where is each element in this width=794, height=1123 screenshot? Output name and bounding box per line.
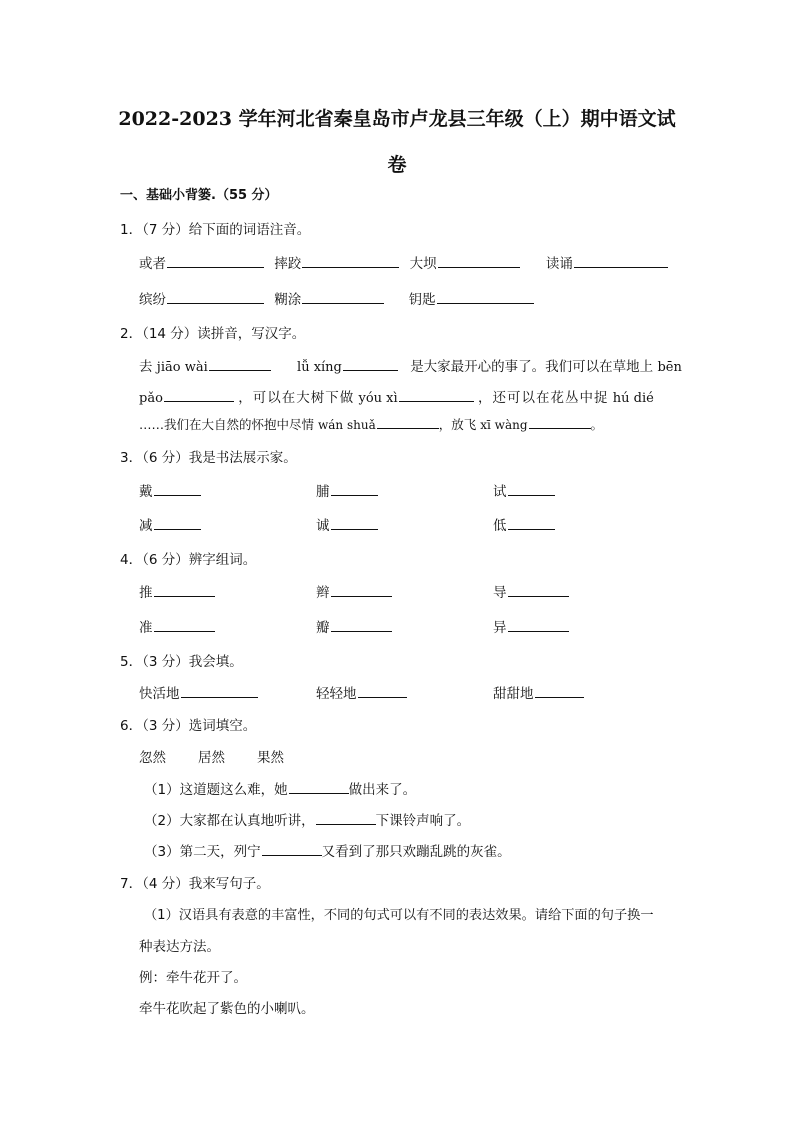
answer-blank[interactable] xyxy=(154,515,201,530)
answer-blank[interactable] xyxy=(437,289,534,304)
text: 去 xyxy=(139,359,153,375)
q4-item: 辫 xyxy=(316,581,392,601)
answer-blank[interactable] xyxy=(508,515,555,530)
text: ，放飞 xyxy=(438,417,477,432)
pinyin: lǚ xíng xyxy=(297,360,342,375)
text: ，可以在大树下做 xyxy=(238,390,355,406)
pinyin: bēn xyxy=(657,360,682,375)
answer-blank[interactable] xyxy=(399,387,474,402)
q6-options xyxy=(139,746,284,766)
exam-title-line1: 2022-2023 学年河北省秦皇岛市卢龙县三年级（上）期中语文试 xyxy=(118,108,676,130)
q5-item: 轻轻地 xyxy=(316,682,407,702)
answer-blank[interactable] xyxy=(167,253,264,268)
q4-item: 推 xyxy=(139,581,215,601)
answer-blank[interactable] xyxy=(331,515,378,530)
answer-blank[interactable] xyxy=(302,253,399,268)
pinyin: yóu xì xyxy=(358,391,398,406)
answer-blank[interactable] xyxy=(535,683,584,698)
q3-stem: 3．（6 分）我是书法展示家。 xyxy=(120,450,297,466)
q1-word: 摔跤 xyxy=(274,256,302,272)
answer-blank[interactable] xyxy=(438,253,520,268)
section-heading: 一、基础小背篓.（55 分） xyxy=(120,188,278,203)
q3-item: 减 xyxy=(139,514,201,534)
q4-item: 异 xyxy=(493,616,569,636)
pinyin: jiāo wài xyxy=(156,360,208,375)
answer-blank[interactable] xyxy=(154,617,215,632)
answer-blank[interactable] xyxy=(331,481,378,496)
q5-item: 甜甜地 xyxy=(493,682,584,702)
q6-option: 果然 xyxy=(257,750,284,766)
pinyin: xī wàng xyxy=(480,418,528,432)
q2-line3 xyxy=(139,414,603,433)
q5-item: 快活地 xyxy=(139,682,258,702)
answer-blank[interactable] xyxy=(167,289,264,304)
q1-stem: 1．（7 分）给下面的词语注音。 xyxy=(120,222,311,238)
q4-item: 准 xyxy=(139,616,215,636)
answer-blank[interactable] xyxy=(574,253,668,268)
answer-blank[interactable] xyxy=(154,481,201,496)
q7-stem: 7．（4 分）我来写句子。 xyxy=(120,876,270,892)
answer-blank[interactable] xyxy=(154,582,215,597)
text: ……我们在大自然的怀抱中尽情 xyxy=(139,417,315,432)
q6-sentence-1: （1）这道题这么难，她 做出来了。 xyxy=(144,778,416,798)
q1-row1 xyxy=(139,252,668,272)
q1-row2 xyxy=(139,288,534,308)
answer-blank[interactable] xyxy=(164,387,234,402)
answer-blank[interactable] xyxy=(181,683,258,698)
pinyin: pǎo xyxy=(139,391,163,406)
pinyin: wán shuǎ xyxy=(318,418,376,432)
q7-example: 例：牵牛花开了。 xyxy=(139,970,247,986)
q2-line2 xyxy=(139,386,654,406)
answer-blank[interactable] xyxy=(508,481,555,496)
q7-example-answer: 牵牛花吹起了紫色的小喇叭。 xyxy=(139,1001,315,1017)
answer-blank[interactable] xyxy=(508,617,569,632)
text: ，还可以在花丛中捉 xyxy=(477,390,609,406)
q6-option: 居然 xyxy=(198,750,225,766)
q5-stem: 5．（3 分）我会填。 xyxy=(120,654,243,670)
q1-word: 钥匙 xyxy=(408,292,436,308)
q6-sentence-2: （2）大家都在认真地听讲， 下课铃声响了。 xyxy=(144,809,470,829)
text: 。 xyxy=(590,417,604,432)
q1-word: 或者 xyxy=(139,256,166,272)
q3-item: 低 xyxy=(493,514,555,534)
q6-sentence-3: （3）第二天，列宁 又看到了那只欢蹦乱跳的灰雀。 xyxy=(144,840,511,860)
answer-blank[interactable] xyxy=(302,289,384,304)
answer-blank[interactable] xyxy=(343,356,398,371)
q3-item: 戴 xyxy=(139,480,201,500)
pinyin: hú dié xyxy=(612,391,654,406)
q3-item: 脯 xyxy=(316,480,378,500)
answer-blank[interactable] xyxy=(316,810,376,825)
answer-blank[interactable] xyxy=(529,414,591,429)
q3-item: 试 xyxy=(493,480,555,500)
answer-blank[interactable] xyxy=(508,582,569,597)
q7-prompt-line1: （1）汉语具有表意的丰富性，不同的句式可以有不同的表达效果。请给下面的句子换一 xyxy=(144,908,654,923)
q1-word: 缤纷 xyxy=(139,292,166,308)
answer-blank[interactable] xyxy=(358,683,407,698)
answer-blank[interactable] xyxy=(331,617,392,632)
q4-item: 瓣 xyxy=(316,616,392,636)
q3-item: 诚 xyxy=(316,514,378,534)
text: 是大家最开心的事了。我们可以在草地上 xyxy=(410,359,654,375)
answer-blank[interactable] xyxy=(209,356,271,371)
q4-item: 导 xyxy=(493,581,569,601)
q6-option: 忽然 xyxy=(139,750,166,766)
exam-title-line2: 卷 xyxy=(387,154,407,176)
answer-blank[interactable] xyxy=(262,841,322,856)
q2-line1 xyxy=(139,355,682,375)
q1-word: 读诵 xyxy=(545,256,573,272)
q1-word: 大坝 xyxy=(409,256,437,272)
q1-word: 糊涂 xyxy=(274,292,302,308)
answer-blank[interactable] xyxy=(331,582,392,597)
answer-blank[interactable] xyxy=(377,414,439,429)
answer-blank[interactable] xyxy=(289,779,349,794)
q4-stem: 4．（6 分）辨字组词。 xyxy=(120,552,257,568)
q6-stem: 6．（3 分）选词填空。 xyxy=(120,718,257,734)
q7-prompt-line2: 种表达方法。 xyxy=(139,939,220,955)
q2-stem: 2．（14 分）读拼音，写汉字。 xyxy=(120,326,306,342)
